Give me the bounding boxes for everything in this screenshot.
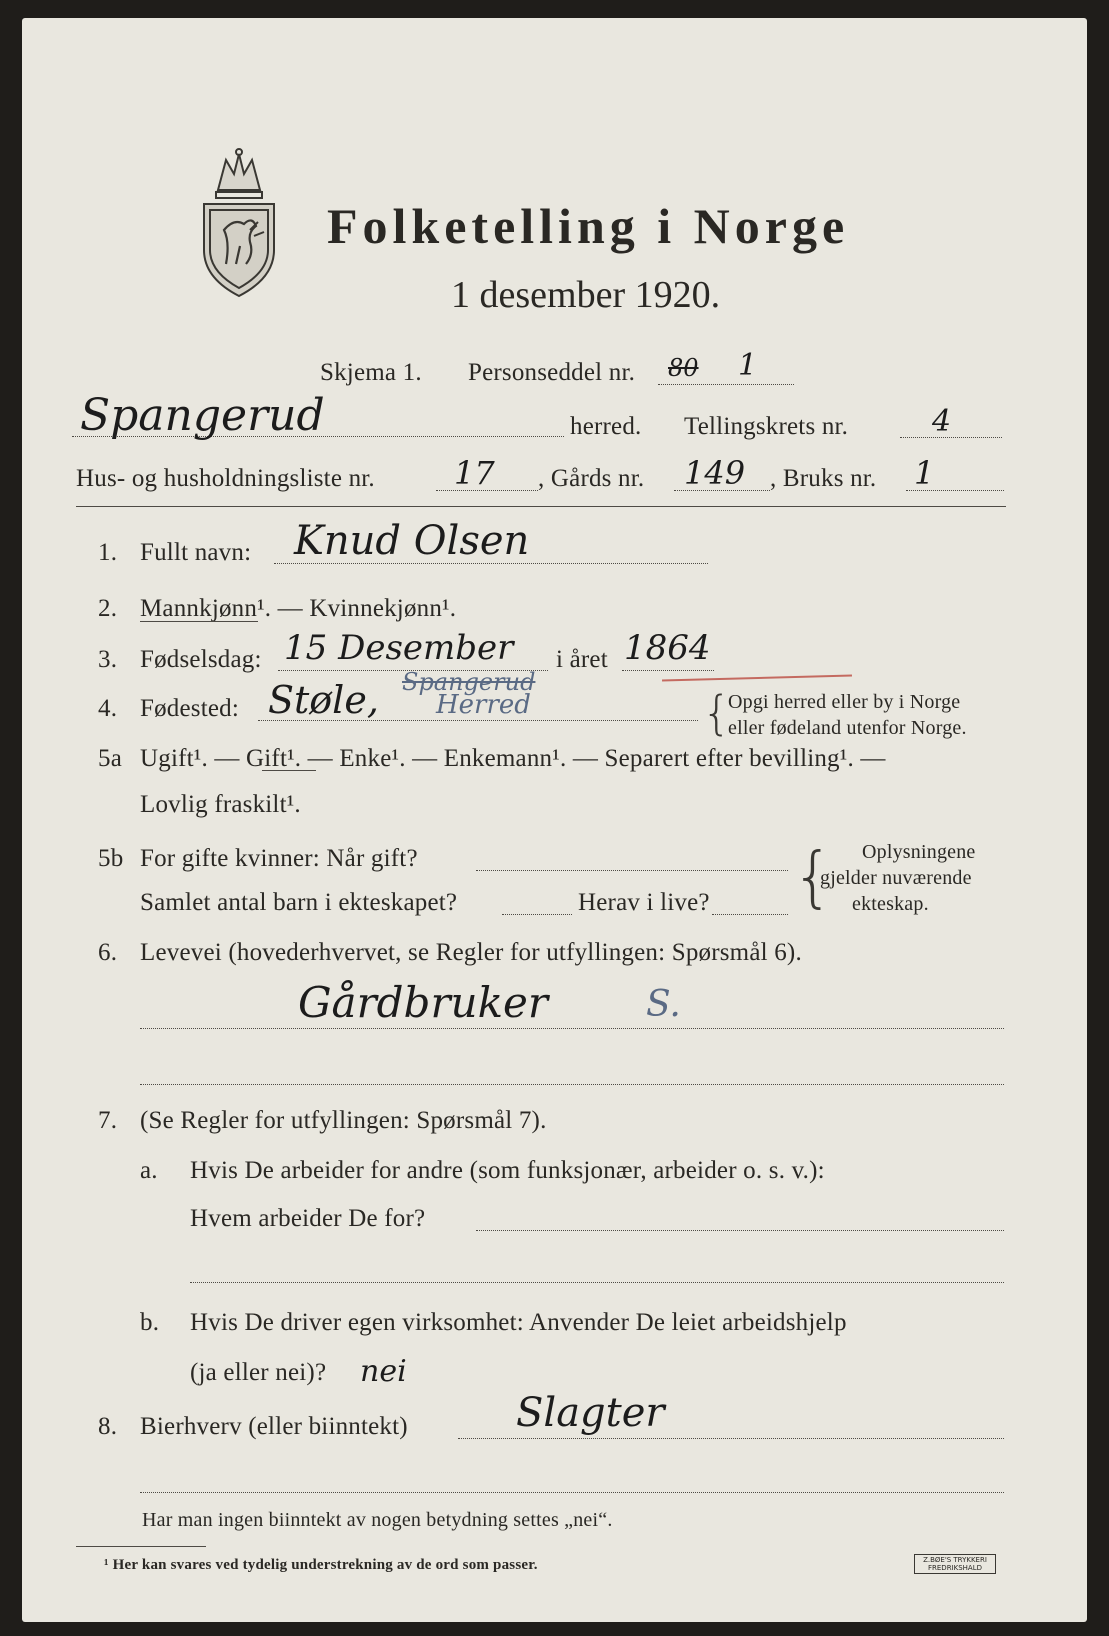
q8-note: Har man ingen biinntekt av nogen betydning settes „nei“. <box>142 1509 613 1531</box>
q7a-employer-label: Hvem arbeider De for? <box>190 1205 426 1232</box>
q5a-options-line2: Lovlig fraskilt¹. <box>140 791 301 818</box>
q3-birth-year[interactable]: 1864 <box>624 628 711 668</box>
tellingskrets-label: Tellingskrets nr. <box>684 413 849 440</box>
q5b-children-label: Samlet antal barn i ekteskapet? <box>140 889 458 916</box>
gaards-label: , Gårds nr. <box>538 465 645 492</box>
q4-note-line2: eller fødeland utenfor Norge. <box>728 717 967 739</box>
norwegian-coat-of-arms-icon <box>196 146 282 298</box>
q3-year-label: i året <box>556 646 608 673</box>
bruks-value[interactable]: 1 <box>914 454 935 492</box>
q4-note-line1: Opgi herred eller by i Norge <box>728 691 961 713</box>
q4-birthplace[interactable]: Støle, <box>268 678 379 722</box>
q7a-question: Hvis De arbeider for andre (som funksjonær, arbeider o. s. v.): <box>190 1157 825 1184</box>
q7-label: (Se Regler for utfyllingen: Spørsmål 7). <box>140 1107 547 1134</box>
bleed-through-text <box>402 110 406 130</box>
q2-number: 2. <box>98 595 118 622</box>
q4-correction: Herred <box>436 690 531 720</box>
q8-side-income[interactable]: Slagter <box>516 1390 665 1436</box>
husliste-label: Hus- og husholdningsliste nr. <box>76 465 375 492</box>
q5b-note-line3: ekteskap. <box>852 893 929 915</box>
q2-underline-mannkjonn <box>140 621 258 622</box>
q4-label: Fødested: <box>140 695 240 722</box>
q5b-married-when-label: For gifte kvinner: Når gift? <box>140 845 418 872</box>
q6-answer-line2 <box>140 1084 1004 1085</box>
q8-number: 8. <box>98 1413 118 1440</box>
tellingskrets-value[interactable]: 4 <box>932 404 952 439</box>
q7-number: 7. <box>98 1107 118 1134</box>
printer-stamp: Z.BØE'S TRYKKERI FREDRIKSHALD <box>914 1554 996 1574</box>
q4-number: 4. <box>98 695 118 722</box>
q8-line <box>458 1438 1004 1439</box>
q4-red-strike <box>662 675 852 682</box>
census-form-page <box>22 18 1087 1622</box>
herred-value[interactable]: Spangerud <box>80 390 325 441</box>
q5b-children-line <box>502 914 572 915</box>
q7a-employer-line <box>476 1230 1004 1231</box>
gaards-value[interactable]: 149 <box>684 454 746 492</box>
q5a-underline-gift <box>262 770 316 771</box>
q3-label: Fødselsdag: <box>140 646 262 673</box>
q2-sex-options: Mannkjønn¹. — Kvinnekjønn¹. <box>140 595 457 622</box>
q1-label: Fullt navn: <box>140 539 252 566</box>
footnote: ¹ Her kan svares ved tydelig understrekning av de ord som passer. <box>104 1557 538 1573</box>
q5b-married-when-line <box>476 870 788 871</box>
skjema-label: Skjema 1. <box>320 359 422 386</box>
personseddel-value[interactable]: 1 <box>738 348 758 383</box>
form-title: Folketelling i Norge <box>327 198 850 254</box>
form-date: 1 desember 1920. <box>451 274 721 316</box>
header-divider <box>76 506 1006 507</box>
q4-struck-herred: Spangerud <box>402 668 536 696</box>
q7b-question: Hvis De driver egen virksomhet: Anvender De leiet arbeidshjelp <box>190 1309 847 1336</box>
personseddel-label: Personseddel nr. <box>468 359 636 386</box>
q5b-number: 5b <box>98 845 124 872</box>
q7b-answer[interactable]: nei <box>360 1354 407 1389</box>
q8-line2 <box>140 1492 1004 1493</box>
q3-birth-date[interactable]: 15 Desember <box>284 628 514 668</box>
q6-occupation[interactable]: Gårdbruker <box>298 978 548 1027</box>
q6-number: 6. <box>98 939 118 966</box>
bruks-label: , Bruks nr. <box>770 465 877 492</box>
q5b-brace: { <box>792 838 834 915</box>
q5b-alive-label: Herav i live? <box>578 889 710 916</box>
q5b-note-line2: gjelder nuværende <box>820 867 972 889</box>
q6-occupation-code: S. <box>646 984 681 1025</box>
footnote-rule <box>76 1546 206 1547</box>
q5a-number: 5a <box>98 745 122 772</box>
personseddel-struck: 80 <box>668 354 699 382</box>
q8-label: Bierhverv (eller biinntekt) <box>140 1413 408 1440</box>
q1-full-name[interactable]: Knud Olsen <box>294 518 530 564</box>
q7a-letter: a. <box>140 1157 158 1184</box>
q7b-letter: b. <box>140 1309 160 1336</box>
q4-brace: { <box>702 686 732 740</box>
husliste-value[interactable]: 17 <box>454 454 495 492</box>
q7b-yes-no-label: (ja eller nei)? <box>190 1359 327 1386</box>
q1-number: 1. <box>98 539 118 566</box>
q6-answer-line1 <box>140 1028 1004 1029</box>
q3-number: 3. <box>98 646 118 673</box>
q5b-alive-line <box>712 914 788 915</box>
personseddel-line <box>658 384 794 385</box>
q7a-employer-line2 <box>190 1282 1004 1283</box>
q6-label: Levevei (hovederhvervet, se Regler for utfyllingen: Spørsmål 6). <box>140 939 802 966</box>
q5b-note-line1: Oplysningene <box>862 841 976 863</box>
q5a-options-line1: Ugift¹. — Gift¹. — Enke¹. — Enkemann¹. — Separert efter bevilling¹. — <box>140 745 886 772</box>
q3-year-line <box>622 670 714 671</box>
herred-label: herred. <box>570 413 642 440</box>
